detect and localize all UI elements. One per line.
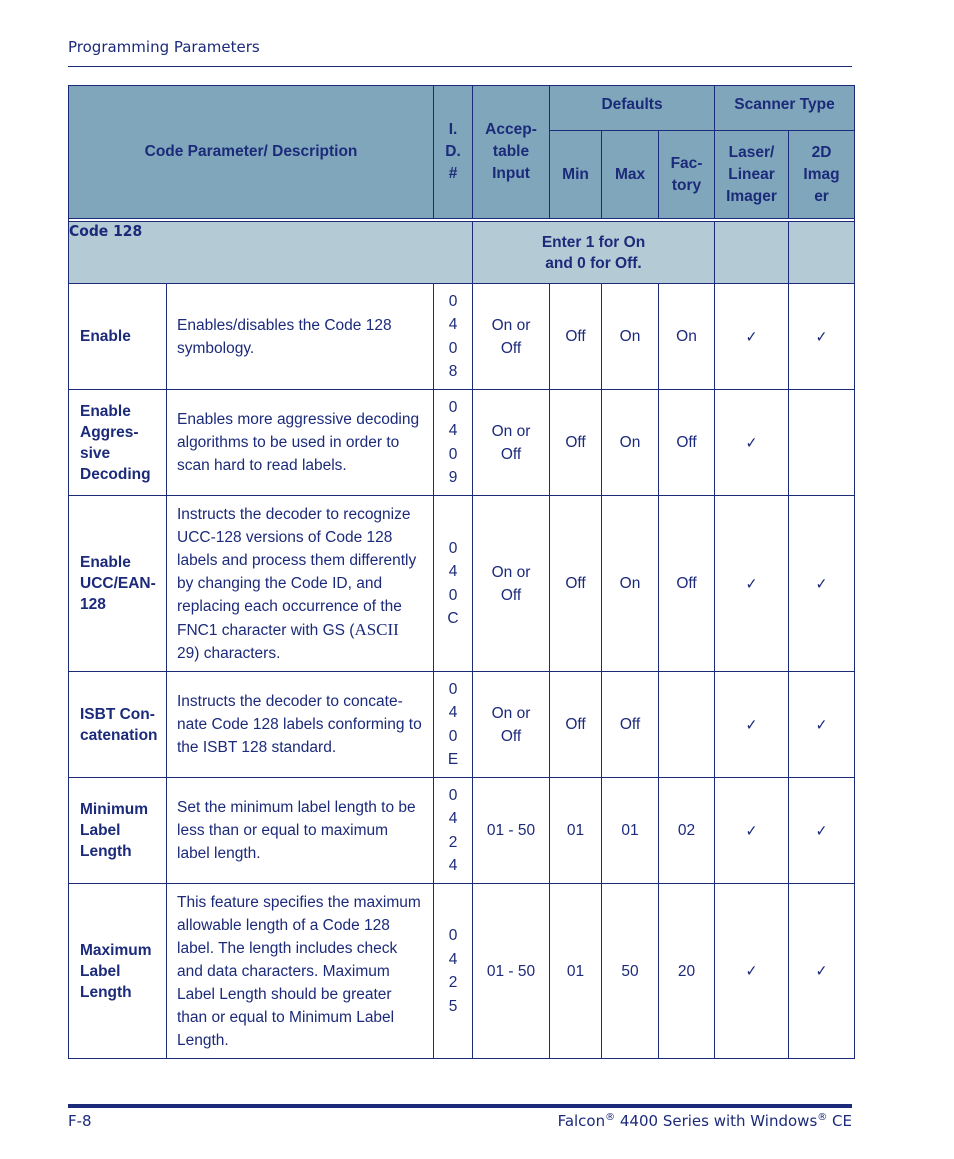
header-id-l1: I. — [448, 121, 458, 138]
parameter-id — [434, 284, 473, 390]
acceptable-input-line: On or — [491, 316, 531, 334]
header-laser-l1: Laser/ — [728, 143, 775, 161]
acceptable-input-line: Off — [500, 727, 522, 745]
parameter-name — [69, 778, 167, 884]
2d-imager-cell — [789, 496, 855, 672]
acceptable-input — [473, 884, 550, 1059]
header-max: Max — [602, 131, 659, 219]
parameter-id-char: 4 — [448, 704, 458, 721]
parameter-description — [167, 672, 434, 778]
parameter-description-line — [177, 454, 425, 477]
default-max: On — [602, 496, 659, 672]
parameter-id-char: 4 — [448, 422, 458, 439]
acceptable-input-line: Off — [500, 339, 522, 357]
parameter-description-line — [177, 960, 425, 983]
check-icon: ✓ — [745, 715, 758, 734]
default-max: Off — [602, 672, 659, 778]
default-min: Off — [550, 284, 602, 390]
parameter-description-text: label length. — [177, 845, 261, 862]
parameter-name-line: Label — [80, 962, 121, 980]
default-max: 50 — [602, 884, 659, 1059]
parameter-description-line — [177, 983, 425, 1006]
parameter-description-text: scan hard to read labels. — [177, 457, 347, 474]
header-laser-linear-imager — [715, 131, 789, 219]
parameter-description-text: nate Code 128 labels conforming to — [177, 716, 422, 733]
parameter-id-char: 0 — [448, 292, 458, 310]
parameter-description-text: Instructs the decoder to recognize — [177, 505, 411, 523]
table-row — [69, 496, 855, 672]
header-factory — [659, 131, 715, 219]
parameter-description-line — [177, 408, 425, 431]
parameter-id-char: 0 — [448, 927, 458, 944]
parameter-description-line — [177, 431, 425, 454]
check-icon: ✓ — [745, 821, 758, 840]
parameter-description-line — [177, 526, 425, 549]
acceptable-input-line: Off — [500, 586, 522, 604]
parameter-id-char: 9 — [448, 469, 458, 486]
parameter-id-char: 0 — [448, 586, 458, 604]
acceptable-input-line: On or — [491, 563, 531, 581]
laser-linear-imager-cell — [715, 778, 789, 884]
header-laser-l3: Imager — [726, 187, 777, 205]
laser-linear-imager-cell — [715, 390, 789, 496]
header-code-parameter: Code Parameter/ Description — [69, 86, 434, 219]
footer-rule — [68, 1104, 852, 1108]
parameter-id — [434, 496, 473, 672]
check-icon: ✓ — [745, 327, 758, 346]
parameter-id — [434, 672, 473, 778]
parameter-name-line: Enable — [80, 402, 131, 420]
parameter-description-line: 29) characters. — [177, 644, 281, 662]
header-id-l2: D. — [445, 143, 461, 160]
parameter-id — [434, 778, 473, 884]
table-row — [69, 672, 855, 778]
parameter-description-text: Label Length should be greater — [177, 985, 392, 1003]
footer-reg-mark-2: ® — [817, 1112, 828, 1123]
header-laser-l2: Linear — [728, 165, 775, 183]
header-accept-l1: Accep- — [485, 121, 537, 138]
parameter-description-text: label. The length includes check — [177, 939, 398, 957]
parameter-name-line: Enable — [80, 554, 131, 571]
table-row — [69, 284, 855, 390]
header-scanner-type: Scanner Type — [715, 86, 855, 131]
parameter-description-line — [177, 337, 425, 360]
parameter-description-line — [177, 842, 425, 865]
parameter-description-line — [177, 819, 425, 842]
header-min: Min — [550, 131, 602, 219]
page-header: Programming Parameters — [68, 38, 260, 56]
parameter-description-line — [177, 713, 425, 736]
header-defaults: Defaults — [550, 86, 715, 131]
parameter-id-char: E — [447, 751, 459, 768]
default-factory — [659, 672, 715, 778]
check-icon: ✓ — [815, 962, 828, 980]
parameter-description-line — [177, 503, 425, 526]
header-id — [434, 86, 473, 219]
parameter-name — [69, 672, 167, 778]
parameter-id — [434, 884, 473, 1059]
parameter-id-char: 0 — [448, 539, 458, 557]
parameter-id-char: 4 — [448, 950, 458, 968]
parameter-id-char: 2 — [448, 833, 458, 851]
header-2d-l2: Imag — [803, 165, 840, 183]
ascii-term: ASCII — [354, 619, 399, 639]
default-min: Off — [550, 672, 602, 778]
section-note — [473, 222, 715, 284]
parameter-description-text: labels and process them differently — [177, 551, 417, 569]
parameter-description-text: the ISBT 128 standard. — [177, 739, 337, 756]
check-icon: ✓ — [745, 574, 758, 593]
section-2d-cell — [789, 222, 855, 284]
parameter-id-char: 4 — [448, 857, 458, 874]
parameter-description-text: replacing each occurrence of the — [177, 597, 402, 615]
acceptable-input — [473, 284, 550, 390]
parameter-description-line — [177, 572, 425, 595]
footer-suffix: CE — [827, 1112, 852, 1130]
parameter-name-line: sive — [80, 444, 111, 462]
parameter-description-text: FNC1 character with GS ( — [177, 621, 355, 639]
header-accept-l2: table — [492, 143, 530, 160]
parameter-description — [167, 496, 434, 672]
acceptable-input-line: On or — [491, 422, 531, 440]
default-factory: Off — [659, 390, 715, 496]
parameter-description-line — [177, 595, 425, 618]
parameter-id-char: 5 — [448, 997, 458, 1015]
parameter-table — [68, 85, 855, 1059]
parameter-description — [167, 284, 434, 390]
default-min: 01 — [550, 884, 602, 1059]
parameter-description-text: algorithms to be used in order to — [177, 434, 400, 451]
acceptable-input — [473, 778, 550, 884]
parameter-name — [69, 884, 167, 1059]
check-icon: ✓ — [815, 715, 828, 734]
parameter-description-text: than or equal to Minimum Label — [177, 1008, 395, 1026]
parameter-id-char: 0 — [448, 398, 458, 416]
parameter-description-line — [177, 549, 425, 572]
parameter-id-char: C — [447, 610, 459, 627]
parameter-description — [167, 778, 434, 884]
parameter-description-line — [177, 891, 425, 914]
acceptable-input — [473, 390, 550, 496]
acceptable-input-line: On or — [491, 704, 531, 722]
parameter-id-char: 0 — [448, 339, 458, 357]
parameter-id — [434, 390, 473, 496]
parameter-name-line: 128 — [80, 596, 106, 613]
default-min: Off — [550, 496, 602, 672]
parameter-id-char: 0 — [448, 727, 458, 745]
parameter-rows — [69, 284, 855, 1059]
parameter-description-text: allowable length of a Code 128 — [177, 916, 390, 934]
parameter-id-char: 8 — [448, 363, 458, 380]
parameter-description-text: Instructs the decoder to concate- — [177, 693, 403, 710]
acceptable-input — [473, 496, 550, 672]
default-max: 01 — [602, 778, 659, 884]
page-number: F-8 — [68, 1112, 92, 1130]
parameter-name — [69, 390, 167, 496]
acceptable-input — [473, 672, 550, 778]
parameter-description-text: and data characters. Maximum — [177, 962, 390, 980]
table-row — [69, 778, 855, 884]
default-factory: On — [659, 284, 715, 390]
header-acceptable-input — [473, 86, 550, 219]
check-icon: ✓ — [745, 433, 758, 452]
parameter-description-line — [177, 1029, 425, 1052]
default-factory: 20 — [659, 884, 715, 1059]
default-factory: Off — [659, 496, 715, 672]
table-row — [69, 390, 855, 496]
parameter-name-line: ISBT Con- — [80, 705, 155, 723]
parameter-id-char: 0 — [448, 445, 458, 463]
parameter-id-char: 0 — [448, 680, 458, 698]
parameter-id-char: 2 — [448, 974, 458, 991]
parameter-name-line: Label — [80, 822, 121, 839]
parameter-id-char: 4 — [448, 810, 458, 827]
parameter-description-text: UCC-128 versions of Code 128 — [177, 528, 393, 546]
header-id-l3: # — [448, 165, 458, 182]
check-icon: ✓ — [815, 574, 828, 593]
parameter-name — [69, 496, 167, 672]
footer-middle: 4400 Series with Windows — [615, 1112, 818, 1130]
header-accept-l3: Input — [492, 165, 530, 182]
2d-imager-cell — [789, 390, 855, 496]
laser-linear-imager-cell — [715, 884, 789, 1059]
2d-imager-cell — [789, 884, 855, 1059]
default-max: On — [602, 284, 659, 390]
acceptable-input-line: 01 - 50 — [486, 822, 536, 839]
table-row — [69, 884, 855, 1059]
header-rule — [68, 66, 852, 67]
parameter-description-text: by changing the Code ID, and — [177, 574, 383, 592]
check-icon: ✓ — [815, 821, 828, 840]
parameter-id-char: 4 — [448, 316, 458, 333]
parameter-description — [167, 390, 434, 496]
section-title: Code 128 — [69, 222, 473, 284]
parameter-name-line: Minimum — [80, 801, 149, 818]
section-note-l2: and 0 for Off. — [545, 254, 642, 272]
footer-reg-mark: ® — [605, 1112, 616, 1123]
parameter-name-line: Length — [80, 983, 132, 1001]
parameter-name-line: catenation — [80, 726, 158, 744]
laser-linear-imager-cell — [715, 284, 789, 390]
2d-imager-cell — [789, 778, 855, 884]
footer-brand: Falcon — [557, 1112, 606, 1130]
parameter-description-text: Length. — [177, 1031, 229, 1049]
default-min: Off — [550, 390, 602, 496]
header-2d-l1: 2D — [811, 143, 832, 161]
parameter-description — [167, 884, 434, 1059]
check-icon: ✓ — [815, 327, 828, 346]
laser-linear-imager-cell — [715, 672, 789, 778]
default-min: 01 — [550, 778, 602, 884]
parameter-name-line: Enable — [80, 328, 131, 345]
parameter-name-line: UCC/EAN- — [80, 575, 156, 592]
section-laser-cell — [715, 222, 789, 284]
parameter-description-line — [177, 796, 425, 819]
header-2d-l3: er — [814, 187, 829, 205]
parameter-description-line — [177, 1006, 425, 1029]
parameter-description-text: Enables more aggressive decoding — [177, 411, 420, 428]
parameter-description-text: Enables/disables the Code 128 — [177, 316, 392, 334]
parameter-name-line: Maximum — [80, 941, 152, 959]
parameter-description-text: symbology. — [177, 339, 255, 357]
parameter-name-line: Aggres- — [80, 423, 139, 441]
footer-title — [558, 1112, 852, 1130]
laser-linear-imager-cell — [715, 496, 789, 672]
2d-imager-cell — [789, 284, 855, 390]
acceptable-input-line: Off — [500, 445, 522, 463]
parameter-name-line: Length — [80, 843, 132, 860]
parameter-id-char: 4 — [448, 563, 458, 580]
header-2d-imager — [789, 131, 855, 219]
parameter-description-line — [177, 937, 425, 960]
parameter-description-text: Set the minimum label length to be — [177, 799, 416, 816]
parameter-description-line — [177, 618, 425, 642]
2d-imager-cell — [789, 672, 855, 778]
parameter-name — [69, 284, 167, 390]
header-factory-l1: Fac- — [670, 154, 703, 172]
parameter-description-line — [177, 690, 425, 713]
default-max: On — [602, 390, 659, 496]
acceptable-input-line: 01 - 50 — [486, 962, 536, 980]
header-factory-l2: tory — [671, 176, 702, 194]
check-icon: ✓ — [745, 962, 758, 980]
parameter-id-char: 0 — [448, 786, 458, 804]
section-note-l1: Enter 1 for On — [541, 233, 646, 251]
default-factory: 02 — [659, 778, 715, 884]
parameter-name-line: Decoding — [80, 465, 151, 483]
parameter-description-text: less than or equal to maximum — [177, 822, 389, 839]
parameter-description-line — [177, 914, 425, 937]
parameter-description-text: This feature specifies the maximum — [177, 893, 421, 911]
parameter-description-line — [177, 314, 425, 337]
parameter-description-line — [177, 736, 425, 759]
